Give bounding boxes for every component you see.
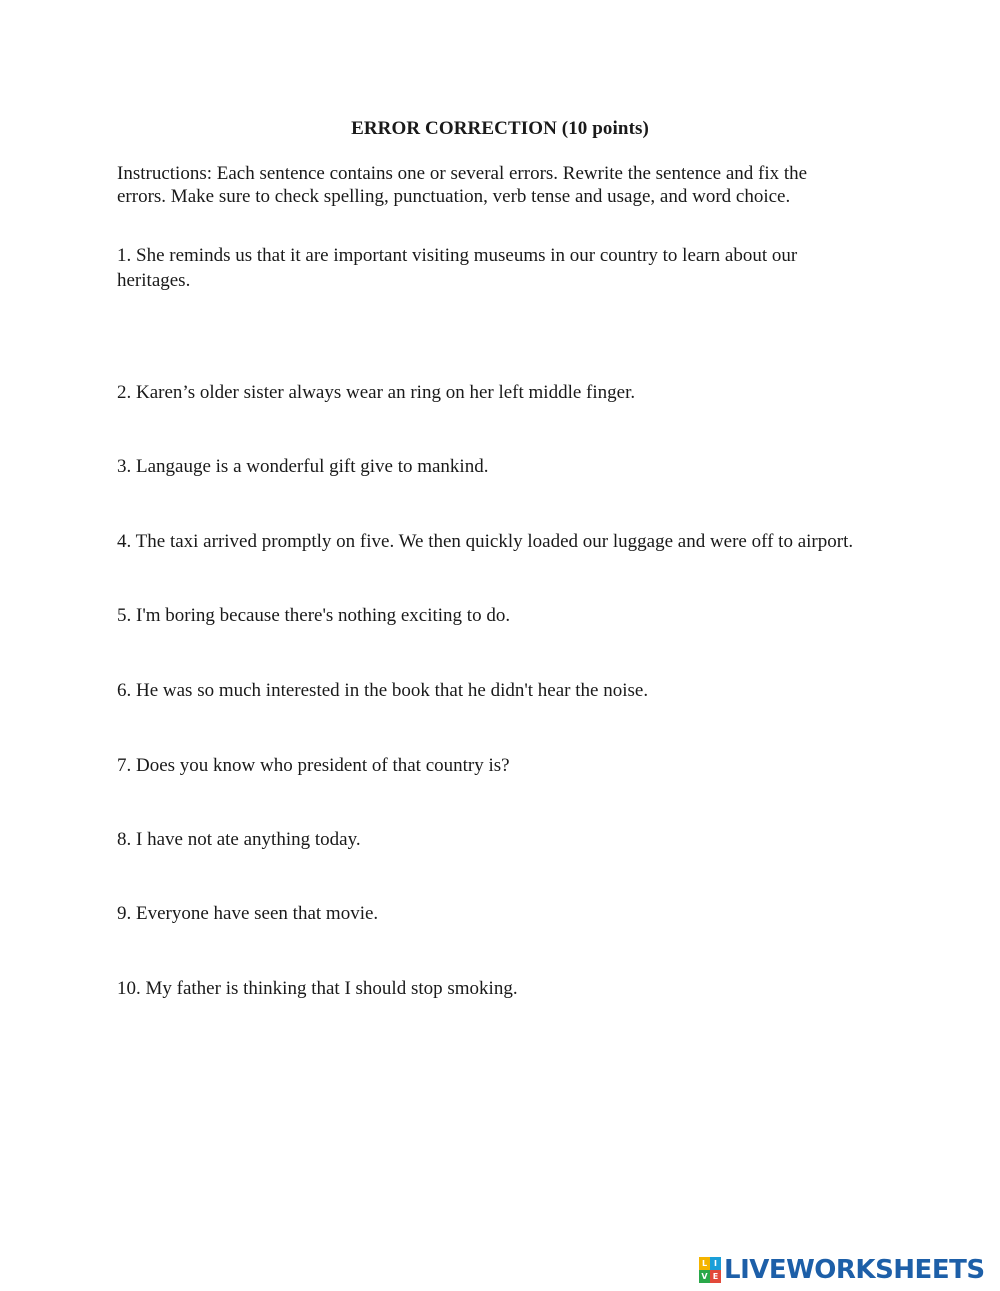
sentence-5: 5. I'm boring because there's nothing exciting to do. — [117, 605, 511, 626]
instructions-text: Instructions: Each sentence contains one or several errors. Rewrite the sentence and fix the errors. Make sure to check spelling, punctuation, verb tense and usage, and word choice. — [117, 163, 808, 207]
sentence-6: 6. He was so much interested in the book that he didn't hear the noise. — [117, 680, 649, 701]
sentence-7: 7. Does you know who president of that country is? — [117, 755, 510, 776]
sentence-10: 10. My father is thinking that I should stop smoking. — [117, 978, 518, 999]
liveworksheets-logo[interactable] — [699, 1255, 985, 1285]
sentence-4: 4. The taxi arrived promptly on five. We then quickly loaded our luggage and were off to airport. — [117, 531, 854, 552]
sentence-3: 3. Langauge is a wonderful gift give to mankind. — [117, 456, 489, 477]
worksheet-title: ERROR CORRECTION (10 points) — [351, 118, 649, 139]
sentence-8: 8. I have not ate anything today. — [117, 829, 361, 850]
sentence-9: 9. Everyone have seen that movie. — [117, 903, 379, 924]
sentence-2: 2. Karen’s older sister always wear an ring on her left middle finger. — [117, 382, 636, 403]
sentence-1: 1. She reminds us that it are important visiting museums in our country to learn about our heritages. — [117, 245, 798, 291]
logo-mark-icon: L I V E — [699, 1257, 721, 1283]
logo-text: LIVEWORKSHEETS — [724, 1255, 985, 1285]
